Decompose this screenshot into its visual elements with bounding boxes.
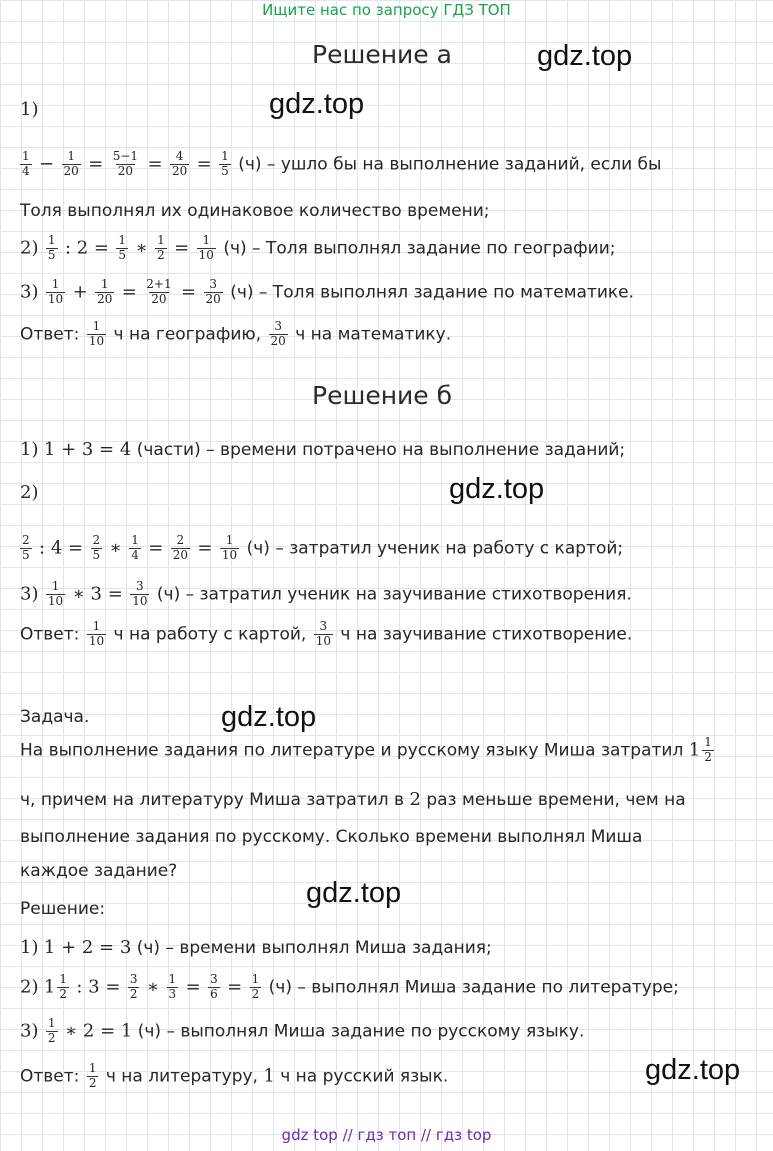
solution-b-heading: Решение б [312,381,453,410]
solution-b-step3: 3) $\frac{1}{10}$ ∗ 3 = $\frac{3}{10}$ (ч) – затратил ученик на заучивание стихотворения. [20,579,632,608]
watermark: gdz.top [449,473,545,505]
top-banner[interactable]: Ищите нас по запросу ГДЗ ТОП [262,1,511,19]
solution-a-answer: Ответ: $\frac{1}{10}$ ч на географию, $\frac{3}{20}$ ч на математику. [20,319,452,348]
task-step1: 1) 1 + 2 = 3 (ч) – времени выполнял Миша задания; [20,937,492,958]
bottom-link-gdz-top[interactable]: gdz top [281,1126,338,1144]
solution-a-step1-continued: Толя выполнял их одинаковое количество времени; [20,201,490,221]
solution-b-answer: Ответ: $\frac{1}{10}$ ч на работу с картой, $\frac{3}{10}$ ч на заучивание стихотворение. [20,619,633,648]
watermark: gdz.top [269,88,365,120]
watermark: gdz.top [306,877,402,909]
solution-a-step3: 3) $\frac{1}{10}$ + $\frac{1}{20}$ = $\frac{2+1}{20}$ = $\frac{3}{20}$ (ч) – Толя выполнял задание по математике. [20,277,635,306]
watermark: gdz.top [537,40,633,72]
bottom-separator: // [342,1126,353,1144]
bottom-link-gdz-top-ru[interactable]: гдз топ [357,1126,417,1144]
solution-a-step2: 2) $\frac{1}{5}$ : 2 = $\frac{1}{5}$ ∗ $\frac{1}{2}$ = $\frac{1}{10}$ (ч) – Толя выполнял задание по географии; [20,233,616,262]
watermark: gdz.top [645,1054,741,1086]
task-step2: 2) 1 $\frac{1}{2}$ : 3 = $\frac{3}{2}$ ∗ $\frac{1}{3}$ = $\frac{3}{6}$ = $\frac{1}{2}$ (ч) – выполнял Миша задание по литературе; [20,972,679,1001]
task-label: Задача. [20,707,90,727]
watermark: gdz.top [221,701,317,733]
task-solution-label: Решение: [20,899,106,919]
task-text-line1: На выполнение задания по литературе и русскому языку Миша затратил 1 $\frac{1}{2}$ [20,735,712,764]
step-number: 1) [20,99,39,120]
bottom-separator: // [420,1126,432,1144]
bottom-banner[interactable] [0,1126,773,1144]
solution-a-heading: Решение а [312,40,452,69]
task-step3: 3) $\frac{1}{2}$ ∗ 2 = 1 (ч) – выполнял Миша задание по русскому языку. [20,1016,585,1045]
bottom-link-gdz-top-mixed[interactable]: гдз top [435,1126,492,1144]
task-text-line4: каждое задание? [20,861,178,881]
task-answer: Ответ: $\frac{1}{2}$ ч на литературу, 1 ч на русский язык. [20,1061,449,1090]
solution-b-step1: 1) 1 + 3 = 4 (части) – времени потрачено на выполнение заданий; [20,439,626,460]
solution-a-step1: $\frac{1}{4}$ − $\frac{1}{20}$ = $\frac{5-1}{20}$ = $\frac{4}{20}$ = $\frac{1}{5}$ (ч) – ушло бы на выполнение заданий, если бы [22,149,662,178]
step-number: 2) [20,482,39,503]
task-text-line2: ч, причем на литературу Миша затратил в 2 раз меньше времени, чем на [20,789,686,810]
task-text-line3: выполнение задания по русскому. Сколько времени выполнял Миша [20,827,643,847]
solution-b-step2: $\frac{2}{5}$ : 4 = $\frac{2}{5}$ ∗ $\frac{1}{4}$ = $\frac{2}{20}$ = $\frac{1}{10}$ (ч) – затратил ученик на работу с картой; [22,533,624,562]
